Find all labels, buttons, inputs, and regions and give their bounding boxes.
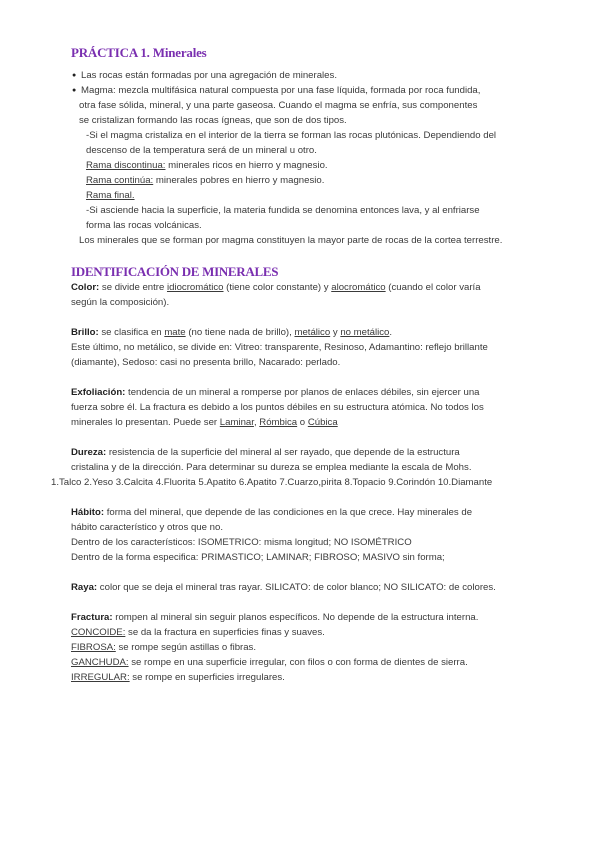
intro-bullet-1: Las rocas están formadas por una agregación de minerales.	[81, 70, 337, 81]
intro-closing: Los minerales que se forman por magma constituyen la mayor parte de rocas de la cortea terrestre.	[79, 235, 503, 246]
rama-discontinua-text: minerales ricos en hierro y magnesio.	[165, 160, 328, 171]
habito-line-4: Dentro de la forma especifica: PRIMASTICO; LAMINAR; FIBROSO; MASIVO sin forma;	[71, 552, 445, 563]
page-title: PRÁCTICA 1. Minerales	[71, 45, 207, 60]
fractura-text: rompen al mineral sin seguir planos específicos. No depende de la estructura interna.	[112, 612, 479, 623]
rama-continua-text: minerales pobres en hierro y magnesio.	[153, 175, 325, 186]
color-label: Color:	[71, 282, 100, 293]
rama-discontinua	[86, 160, 328, 172]
exfoliacion-label: Exfoliación:	[71, 387, 126, 398]
fibrosa-text: se rompe según astillas o fibras.	[115, 642, 257, 653]
brillo-line-3: (diamante), Sedoso: casi no presenta brillo, Nacarado: perlado.	[71, 357, 341, 368]
metalico-term: metálico	[294, 327, 331, 338]
irregular-label: IRREGULAR:	[71, 672, 130, 683]
exfoliacion-line-2: fuerza sobre él. La fractura es debido a los puntos débiles en su estructura atómica. No todos los	[71, 402, 484, 413]
irregular-text: se rompe en superficies irregulares.	[129, 672, 285, 683]
brillo-paragraph	[71, 327, 392, 339]
brillo-text: .	[389, 327, 393, 338]
raya-label: Raya:	[71, 582, 98, 593]
mohs-scale: 1.Talco 2.Yeso 3.Calcita 4.Fluorita 5.Apatito 6.Apatito 7.Cuarzo,pirita 8.Topacio 9.Corindón 10.Diamante	[51, 477, 493, 488]
dureza-text: resistencia de la superficie del mineral al ser rayado, que depende de la estructura	[106, 447, 460, 458]
bullet-icon: ●	[72, 72, 77, 79]
separator: ,	[253, 417, 260, 428]
fractura-irregular	[71, 672, 285, 684]
brillo-text: se clasifica en	[98, 327, 165, 338]
concoide-label: CONCOIDE:	[71, 627, 126, 638]
ganchuda-text: se rompe en una superficie irregular, con filos o con forma de dientes de sierra.	[128, 657, 468, 668]
rama-continua	[86, 175, 324, 187]
habito-label: Hábito:	[71, 507, 105, 518]
fractura-ganchuda	[71, 657, 468, 669]
habito-paragraph	[71, 507, 472, 519]
habito-text: forma del mineral, que depende de las condiciones en la que crece. Hay minerales de	[104, 507, 473, 518]
color-text: (cuando el color varía	[385, 282, 481, 293]
intro-bullet-2: Magma: mezcla multifásica natural compuesta por una fase líquida, formada por roca fundida,	[81, 85, 481, 96]
bullet-icon: ●	[72, 87, 77, 94]
fibrosa-label: FIBROSA:	[71, 642, 116, 653]
raya-paragraph	[71, 582, 496, 594]
exfoliacion-line-3	[71, 417, 338, 429]
separator: o	[297, 417, 308, 428]
color-text: se divide entre	[99, 282, 167, 293]
dureza-paragraph	[71, 447, 460, 459]
brillo-text: (no tiene nada de brillo),	[185, 327, 295, 338]
concoide-text: se da la fractura en superficies finas y suaves.	[125, 627, 325, 638]
fractura-label: Fractura:	[71, 612, 113, 623]
rombica-term: Rómbica	[259, 417, 298, 428]
brillo-line-2: Este último, no metálico, se divide en: Vitreo: transparente, Resinoso, Adamantino: reflejo brillante	[71, 342, 488, 353]
mate-term: mate	[164, 327, 186, 338]
exfoliacion-paragraph	[71, 387, 480, 399]
fractura-fibrosa	[71, 642, 256, 654]
volcanic-line-2: forma las rocas volcánicas.	[86, 220, 202, 231]
rama-discontinua-label: Rama discontinua:	[86, 160, 166, 171]
raya-text: color que se deja el mineral tras rayar. SILICATO: de color blanco; NO SILICATO: de colores.	[97, 582, 496, 593]
volcanic-line-1: -Si asciende hacia la superficie, la materia fundida se denomina entonces lava, y al enfriarse	[86, 205, 480, 216]
dureza-line-2: cristalina y de la dirección. Para determinar su dureza se emplea mediante la escala de Mohs.	[71, 462, 472, 473]
habito-line-3: Dentro de los característicos: ISOMETRICO: misma longitud; NO ISOMÉTRICO	[71, 537, 412, 548]
plutonic-line-2: descenso de la temperatura será de un mineral u otro.	[86, 145, 317, 156]
plutonic-line-1: -Si el magma cristaliza en el interior de la tierra se forman las rocas plutónicas. Dependiendo del	[86, 130, 497, 141]
fractura-concoide	[71, 627, 325, 639]
rama-continua-label: Rama continúa:	[86, 175, 154, 186]
section-heading: IDENTIFICACIÓN DE MINERALES	[71, 264, 279, 279]
color-text: (tiene color constante) y	[223, 282, 332, 293]
fractura-paragraph	[71, 612, 478, 624]
laminar-term: Laminar	[219, 417, 254, 428]
rama-final: Rama final.	[86, 190, 135, 201]
exfoliacion-text: minerales lo presentan. Puede ser	[71, 417, 220, 428]
alocromatico-term: alocromático	[331, 282, 386, 293]
exfoliacion-text: tendencia de un mineral a romperse por planos de enlaces débiles, sin ejercer una	[125, 387, 480, 398]
no-metalico-term: no metálico	[340, 327, 390, 338]
brillo-label: Brillo:	[71, 327, 99, 338]
habito-line-2: hábito característico y otros que no.	[71, 522, 223, 533]
color-line-2: según la composición).	[71, 297, 170, 308]
idiocromatico-term: idiocromático	[166, 282, 224, 293]
dureza-label: Dureza:	[71, 447, 107, 458]
color-paragraph	[71, 282, 481, 294]
ganchuda-label: GANCHUDA:	[71, 657, 129, 668]
intro-bullet-2-line-2: otra fase sólida, mineral, y una parte gaseosa. Cuando el magma se enfría, sus componentes	[79, 100, 478, 111]
cubica-term: Cúbica	[307, 417, 338, 428]
brillo-text: y	[330, 327, 341, 338]
intro-bullet-2-line-3: se cristalizan formando las rocas ígneas, que son de dos tipos.	[79, 115, 347, 126]
